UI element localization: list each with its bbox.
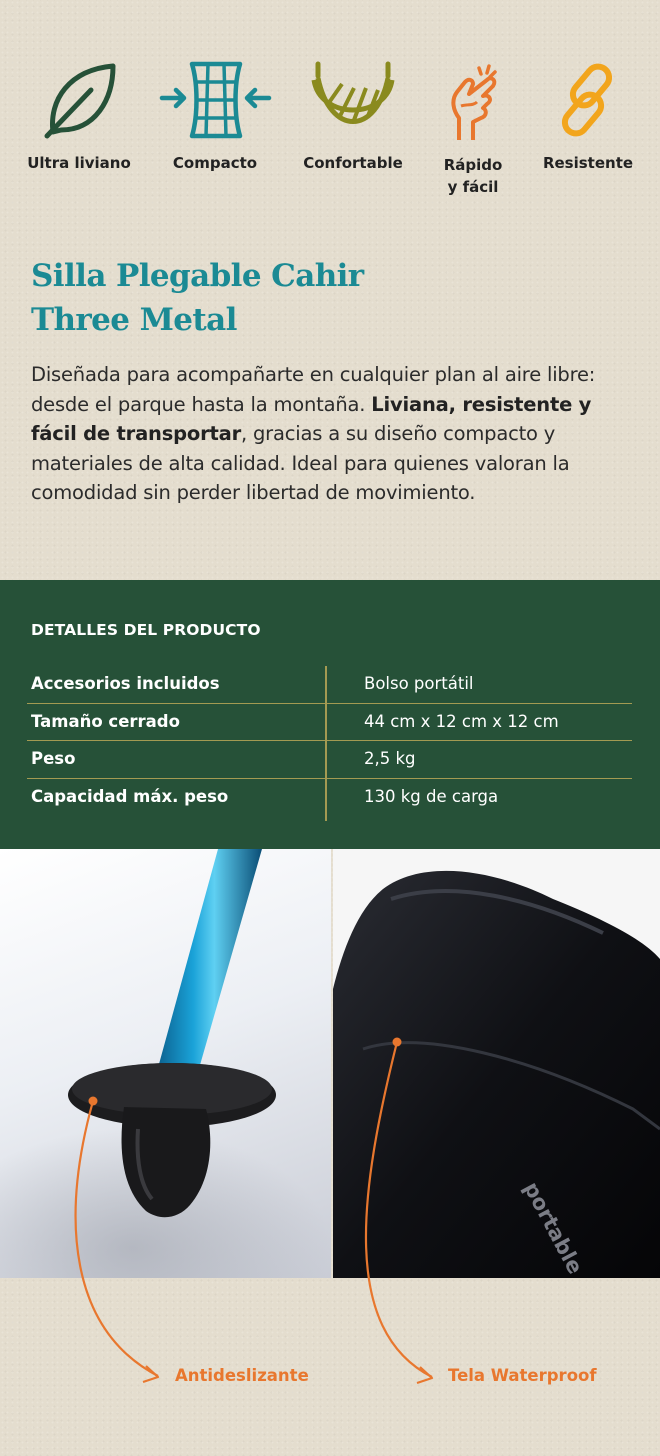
chair-foot-illustration [0, 849, 331, 1278]
desc-part1: Diseñada para acompañarte en cualquier plan al aire libre: desde el parque hasta la montaña. [31, 363, 596, 416]
details-title: DETALLES DEL PRODUCTO [31, 621, 261, 639]
details-row [27, 741, 632, 779]
details-table [27, 666, 632, 816]
feature-label: Ultra liviano [27, 154, 131, 172]
hammock-icon [308, 58, 398, 140]
details-column-divider [325, 666, 327, 821]
feature-rapido-facil [428, 60, 518, 198]
feature-compacto [155, 60, 275, 174]
callout-tela-waterproof: Tela Waterproof [448, 1366, 597, 1385]
details-row [27, 779, 632, 817]
details-key: Accesorios incluidos [31, 674, 220, 693]
arrow-left-head [143, 1366, 158, 1382]
photo-fabric [333, 849, 660, 1278]
details-value: Bolso portátil [364, 674, 474, 693]
details-key: Tamaño cerrado [31, 711, 180, 731]
product-title [31, 254, 591, 342]
chain-link-icon [550, 60, 626, 140]
leaf-icon [39, 60, 119, 140]
feature-resistente [536, 60, 640, 174]
callout-dot-left [89, 1097, 98, 1106]
feature-icons-row [0, 0, 660, 230]
arrow-right-head [417, 1367, 432, 1383]
product-description [31, 360, 631, 508]
details-key: Peso [31, 749, 76, 768]
details-row [27, 666, 632, 704]
details-value: 2,5 kg [364, 749, 416, 768]
desc-part2: , gracias a su diseño compacto y materiales de alta calidad. Ideal para quienes valoran la comodidad sin perder libertad de movimiento. [31, 422, 570, 504]
feature-confortable [298, 58, 408, 174]
details-row [27, 704, 632, 742]
product-title-line2: Three Metal [31, 302, 237, 338]
photo-chair-foot [0, 849, 331, 1278]
feature-label: Confortable [303, 154, 403, 172]
snap-hand-icon [443, 60, 503, 142]
feature-label: Compacto [172, 154, 258, 172]
fabric-illustration [333, 849, 660, 1278]
feature-label: Resistente [542, 154, 634, 172]
product-details-panel [0, 580, 660, 849]
details-value: 44 cm x 12 cm x 12 cm [364, 711, 559, 731]
details-key: Capacidad máx. peso [31, 786, 229, 806]
callout-dot-right [393, 1038, 402, 1047]
feature-label: Rápido y fácil [443, 156, 503, 196]
desc-bold: Liviana, resistente y fácil de transportar [31, 392, 592, 445]
callout-antideslizante: Antideslizante [175, 1366, 309, 1385]
feature-ultra-liviano [24, 60, 134, 174]
product-title-line1: Silla Plegable Cahir [31, 258, 364, 294]
details-value: 130 kg de carga [364, 786, 499, 806]
compress-icon [158, 60, 273, 140]
